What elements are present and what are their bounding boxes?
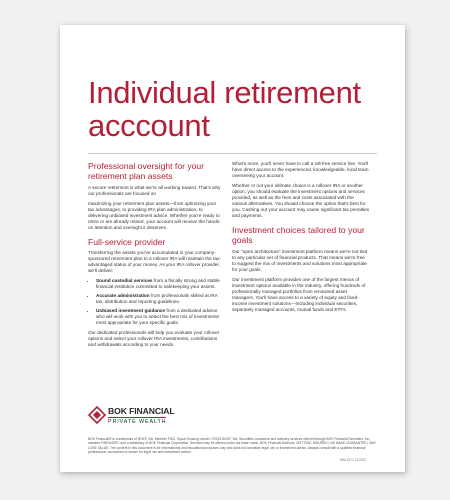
list-item-text: from professionals skilled at IRA tax, distribution and reporting guidelines. — [96, 292, 218, 304]
list-item-bold: Sound custodial services — [96, 277, 153, 283]
paragraph: A secure retirement is what we're all working toward. That's why our professionals are focused on — [88, 184, 221, 196]
section-heading-oversight: Professional oversight for your retirement plan assets — [88, 161, 205, 182]
bok-financial-logo — [88, 404, 208, 430]
paragraph: maximizing your retirement plan assets—from optimizing your tax advantages, to providing IRA plan administration, to delivering unbiased investment advice. Whether you're ready to retire or are already retired, your account will receive the hands-on attention and oversight it deserves. — [88, 200, 221, 230]
right-column — [232, 161, 370, 317]
logo-mark-icon — [88, 406, 106, 426]
services-list — [88, 278, 221, 326]
logo-line-1: BOK FINANCIAL — [108, 406, 175, 416]
paragraph: Our dedicated professionals will help you evaluate your rollover options and select your rollover IRA investments, contributions and withdrawals according to your needs. — [88, 329, 220, 347]
document-code: WM-4271 12/2022 — [340, 458, 367, 462]
list-item-bold: Unbiased investment guidance — [96, 307, 166, 313]
list-item — [96, 308, 221, 326]
paragraph: Our investment platform provides one of the largest menus of investment options available in the industry, offering hundreds of professionally managed portfolios from renowned asset managers. You'll have access to a variety of equity and fixed-income investment solutions—including individual securities, separately managed accounts, mutual funds and ETFs. — [232, 276, 366, 312]
logo-line-2: PRIVATE WEALTH — [108, 419, 167, 425]
paragraph: What's more, you'll never have to call a toll-free service line. You'll have direct access to the experienced, knowledgeable, local team overseeing your account. — [232, 161, 369, 178]
disclaimer-footer: BOK Financial® is a trademark of BOKF, NA. Member FDIC. Equal Housing Lender. ©2023 BOKF, NA. Securities, insurance and advisory services offered through BOK Financial Securities, Inc., member FINRA/SIPC and a subsidiary of BOK Financial Corporation. Services may be offered under our trade name, BOK Financial Advisors. NOT FDIC INSURED | NO BANK GUARANTEE | MAY LOSE VALUE. The content in this document is for informational and educational purposes only and does not constitute legal, tax or investment advice. Always consult with a qualified financial professional, accountant or lawyer for legal, tax and investment advice. — [88, 437, 377, 455]
paragraph: Our "open architecture" investment platform means we're not tied to any particular set of financial products. That means we're free to suggest the mix of investments and solutions most appropriate for your goals. — [232, 248, 368, 272]
section-heading-full-service: Full-service provider — [88, 236, 166, 247]
left-column — [88, 161, 221, 352]
paragraph: Whether or not your ultimate choice is a rollover IRA or another option, you should evaluate the investment options and services provided, as well as the fees and costs associated with the various alternatives. You should choose the option that's best for you. Cashing out your account may cause significant tax penalties and payments. — [232, 183, 370, 218]
list-item — [96, 278, 221, 290]
document-title: Individual retirement acccount — [88, 75, 361, 143]
list-item-text: from a dedicated advisor who will work with you to select the best mix of investments most appropriate for your specific goals. — [96, 307, 219, 325]
title-divider — [88, 153, 377, 154]
list-item — [96, 293, 221, 305]
paragraph: Transferring the assets you've accumulated in your company-sponsored retirement plan to a rollover IRA will maintain the tax-advantaged status of your money. As your IRA rollover provider, we'll deliver: — [88, 249, 221, 273]
document-page — [60, 25, 405, 472]
section-heading-investment-choices: Investment choices tailored to your goals — [232, 225, 365, 246]
list-item-text: from a fiscally strong and stable financial institution committed to safekeeping your assets. — [96, 277, 220, 289]
list-item-bold: Accurate administration — [96, 292, 150, 298]
